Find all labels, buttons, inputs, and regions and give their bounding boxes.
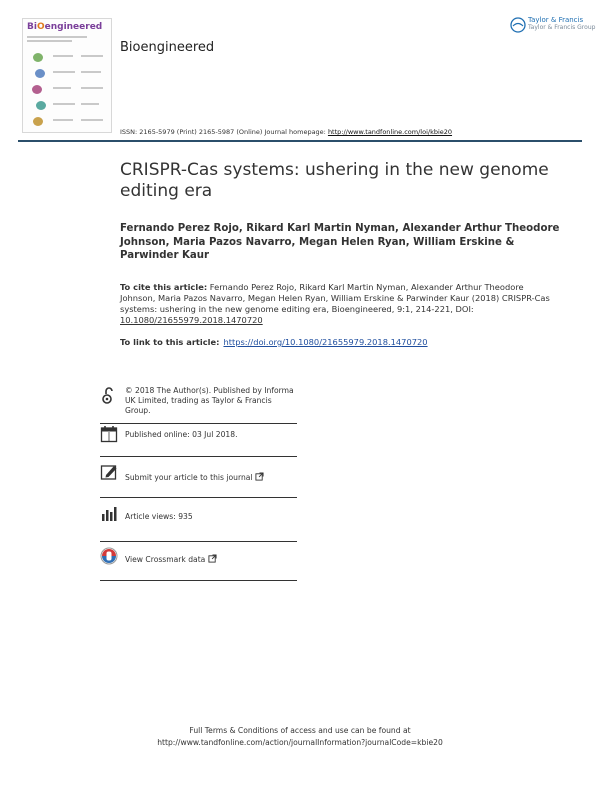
cover-text <box>53 71 75 73</box>
publisher-logo-icon <box>510 17 526 33</box>
footer-terms: Full Terms & Conditions of access and use can be found at <box>189 726 411 735</box>
calendar-icon <box>100 425 118 443</box>
info-divider <box>100 423 297 424</box>
cite-label: To cite this article: <box>120 282 208 292</box>
footer <box>0 725 600 749</box>
footer-url[interactable]: http://www.tandfonline.com/action/journalInformation?journalCode=kbie20 <box>157 738 443 747</box>
submit-row[interactable] <box>100 463 297 487</box>
external-link-icon <box>208 554 217 563</box>
crossmark-link[interactable]: View Crossmark data <box>125 554 297 565</box>
cover-text <box>53 103 75 105</box>
cover-text <box>53 55 73 57</box>
citation-doi-link[interactable]: 10.1080/21655979.2018.1470720 <box>120 315 263 325</box>
published-date: Published online: 03 Jul 2018. <box>125 430 238 439</box>
cover-figure <box>33 117 43 126</box>
edit-icon <box>100 463 118 481</box>
citation-text: Fernando Perez Rojo, Rikard Karl Martin Nyman, Alexander Arthur Theodore Johnson, Maria Pazos Navarro, Megan Helen Ryan, William Erskine & Parwinder Kaur (2018) CRISPR-Cas systems: ushering in the new genome editing era, Bioengineered, 9:1, 214-221, DOI: <box>120 282 550 314</box>
external-link-icon <box>255 472 264 481</box>
cover-title: BiOengineered <box>27 22 103 32</box>
license-row <box>100 386 297 422</box>
views-row <box>100 505 297 529</box>
cover-figure <box>36 101 46 110</box>
crossmark-icon <box>100 547 118 565</box>
cover-text <box>81 55 103 57</box>
journal-homepage-link[interactable]: http://www.tandfonline.com/loi/kbie20 <box>327 128 453 136</box>
journal-title[interactable]: Bioengineered <box>120 40 215 55</box>
cover-text <box>53 119 73 121</box>
cover-figure <box>33 53 43 62</box>
link-label: To link to this article: <box>120 337 220 347</box>
cover-text <box>81 87 103 89</box>
cover-text <box>81 119 103 121</box>
published-row <box>100 425 297 449</box>
citation-block <box>120 282 560 326</box>
open-access-icon <box>100 387 118 405</box>
info-divider <box>100 497 297 498</box>
info-divider <box>100 580 297 581</box>
journal-cover-thumbnail <box>22 18 112 133</box>
submit-link[interactable]: Submit your article to this journal <box>125 472 297 483</box>
author-list: Fernando Perez Rojo, Rikard Karl Martin Nyman, Alexander Arthur Theodore Johnson, Maria Pazos Navarro, Megan Helen Ryan, William Erskine & Parwinder Kaur <box>120 223 560 261</box>
cover-rule <box>27 40 72 42</box>
publisher-name: Taylor & Francis Taylor & Francis Group <box>528 16 596 31</box>
cover-figure <box>35 69 45 78</box>
article-link-block <box>120 337 560 347</box>
header-divider <box>18 140 582 142</box>
issn-line: ISSN: 2165-5979 (Print) 2165-5987 (Online) Journal homepage: http://www.tandfonline.com/loi/kbie20 <box>120 128 453 136</box>
info-divider <box>100 541 297 542</box>
crossmark-row[interactable] <box>100 547 297 571</box>
license-text: © 2018 The Author(s). Published by Informa UK Limited, trading as Taylor & Francis Group. <box>125 386 294 415</box>
doi-link[interactable]: https://doi.org/10.1080/21655979.2018.1470720 <box>223 337 428 347</box>
cover-rule <box>27 36 87 38</box>
article-title: CRISPR-Cas systems: ushering in the new genome editing era <box>120 160 549 201</box>
cover-text <box>81 71 101 73</box>
article-views: Article views: 935 <box>125 512 193 521</box>
bar-chart-icon <box>100 505 118 523</box>
cover-text <box>81 103 99 105</box>
info-divider <box>100 456 297 457</box>
cover-text <box>53 87 71 89</box>
cover-figure <box>32 85 42 94</box>
publisher-logo[interactable] <box>510 16 596 36</box>
